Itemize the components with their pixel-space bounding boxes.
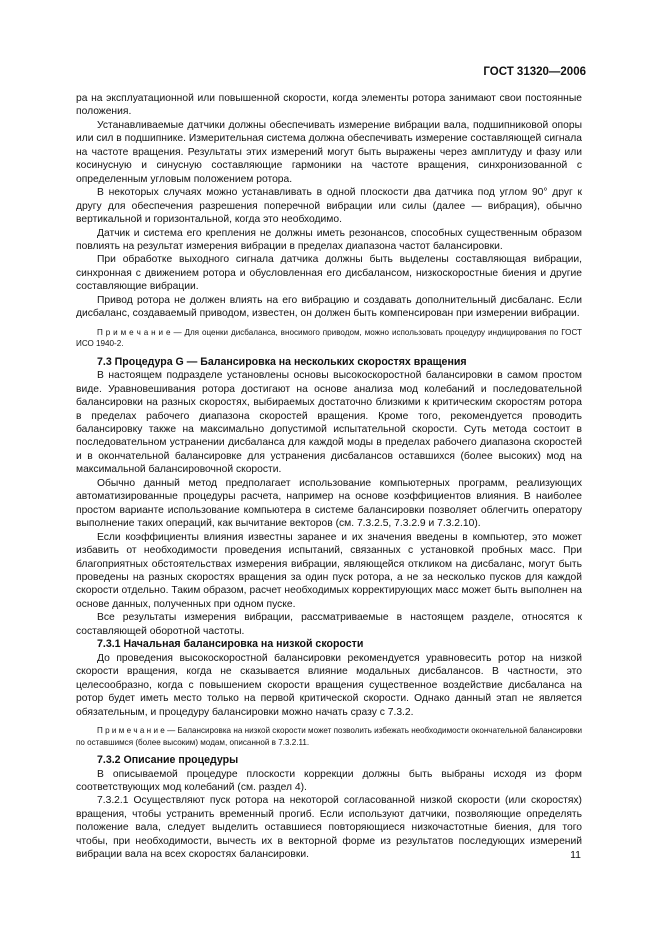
- paragraph: До проведения высокоскоростной балансировки рекомендуется уравновесить ротор на низкой скорости вращения, когда не сказывается влияние модальных дисбалансов. В частности, это целесообразно, когда с повышением скорости вращения существенное воздействие дисбаланса на ротор будет иметь место только на первой критической скорости. Однако данный этап не является обязательным, и процедуру балансировки можно начать сразу с 7.3.2.: [76, 652, 582, 718]
- paragraph: В настоящем подразделе установлены основы высокоскоростной балансировки в самом простом виде. Уравновешивания ротора достигают на основе анализа мод колебаний и последовательной балансировки на разных скоростях, выбираемых достаточно близкими к критическим скоростям ротора в пределах рабочего диапазона скоростей вращения. Кроме того, рекомендуется проводить балансировку также на максимально допустимой испытательной скорости. Суть метода состоит в последовательном устранении дисбаланса для каждой моды в пределах рабочего диапазона скоростей и в окончательной балансировке для устранения дисбалансов оставшихся (более высоких) мод на максимальной балансировочной скорости.: [76, 370, 582, 476]
- note: [76, 327, 582, 350]
- paragraph: Датчик и система его крепления не должны иметь резонансов, способных существенным образом повлиять на результат измерения вибрации в пределах диапазона частот балансировки.: [76, 227, 582, 252]
- paragraph: В описываемой процедуре плоскости коррекции должны быть выбраны исходя из форм соответствующих мод колебаний (см. раздел 4).: [76, 768, 582, 793]
- paragraph: Если коэффициенты влияния известны заранее и их значения введены в компьютер, это может избавить от необходимости проведения испытаний, связанных с установкой пробных масс. При благоприятных обстоятельствах измерения вибрации, являющейся откликом на дисбаланс, могут быть проведены на разных скоростях вращения за один пуск ротора, а не за несколько пусков для каждой скорости отдельно. Таким образом, расчет необходимых корректирующих масс может быть выполнен на основе данных, полученных при одном пуске.: [76, 531, 582, 610]
- note: [76, 725, 582, 748]
- subsection-heading: 7.3.1 Начальная балансировка на низкой скорости: [97, 638, 364, 651]
- page-number: 11: [570, 849, 581, 861]
- standard-number: ГОСТ 31320—2006: [483, 66, 586, 78]
- paragraph: 7.3.2.1 Осуществляют пуск ротора на некоторой согласованной низкой скорости (или скоростях) вращения, чтобы устранить временный прогиб. Если используют датчики, позволяющие определять положение вала, следует выделить оставшиеся повторяющиеся низкочастотные биения, для того чтобы, при необходимости, вычесть их в векторной форме из результатов последующих измерений вибрации вала на всех скоростях балансировки.: [76, 795, 582, 861]
- paragraph: ра на эксплуатационной или повышенной скорости, когда элементы ротора занимают свои постоянные положения.: [76, 93, 582, 118]
- section-heading: 7.3 Процедура G — Балансировка на нескольких скоростях вращения: [97, 355, 467, 368]
- note-text: — Для оценки дисбаланса, вносимого приводом, можно использовать процедуру индицирования по ГОСТ ИСО 1940-2.: [76, 327, 582, 349]
- paragraph: При обработке выходного сигнала датчика должны быть выделены составляющая вибрации, синхронная с движением ротора и обусловленная его дисбалансом, низкоскоростные биения и другие составляющие вибрации.: [76, 254, 582, 293]
- page-body: [76, 92, 582, 862]
- subsection-heading: 7.3.2 Описание процедуры: [97, 754, 239, 767]
- note-label: П р и м е ч а н и е: [97, 726, 165, 736]
- paragraph: Устанавливаемые датчики должны обеспечивать измерение вибрации вала, подшипниковой опоры или сил в подшипнике. Измерительная система должна обеспечивать измерение составляющей сигнала на частоте вращения. Результаты этих измерений могут быть выражены через амплитуду и фазу или косинусную и синусную составляющие гармоники на частоте вращения, синхронизованной с определенным угловым положением ротора.: [76, 119, 582, 185]
- paragraph: В некоторых случаях можно устанавливать в одной плоскости два датчика под углом 90° друг к другу для обеспечения разрешения поперечной вибрации или силы (далее — вибрация), обычно вертикальной и горизонтальной, когда это необходимо.: [76, 187, 582, 226]
- paragraph: Все результаты измерения вибрации, рассматриваемые в настоящем разделе, относятся к составляющей оборотной частоты.: [76, 612, 582, 637]
- note-label: П р и м е ч а н и е: [97, 327, 171, 337]
- paragraph: Обычно данный метод предполагает использование компьютерных программ, реализующих автоматизированные процедуры расчета, например на основе коэффициентов влияния. В наиболее простом варианте использование компьютера в системе балансировки позволяет облегчить оператору выполнение таких операций, как вычитание векторов (см. 7.3.2.5, 7.3.2.9 и 7.3.2.10).: [76, 477, 582, 530]
- paragraph: Привод ротора не должен влиять на его вибрацию и создавать дополнительный дисбаланс. Если дисбаланс, создаваемый приводом, известен, он должен быть компенсирован при измерении вибрации.: [76, 294, 582, 320]
- note-text: — Балансировка на низкой скорости может позволить избежать необходимости окончательной балансировки по оставшимся (более высоким) модам, описанной в 7.3.2.11.: [76, 726, 582, 747]
